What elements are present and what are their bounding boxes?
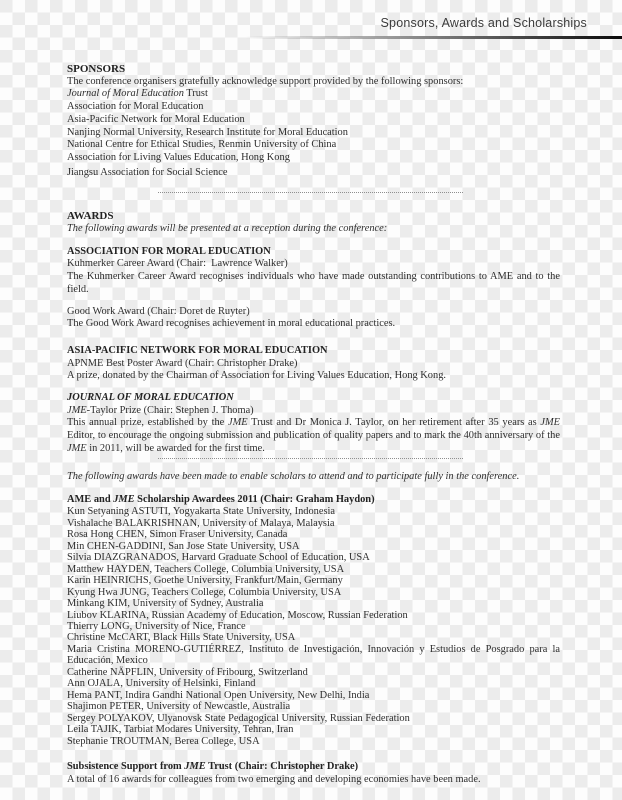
text-segment: Silvia DIAZGRANADOS, Harvard Graduate School of Education, USA — [67, 552, 370, 564]
text-segment: A prize, donated by the Chairman of Association for Living Values Education, Hong Kong. — [67, 370, 446, 382]
text-segment: The Good Work Award recognises achievement in moral educational practices. — [67, 318, 396, 330]
text-segment: Journal of Moral Education — [67, 88, 184, 100]
text-segment: Kun Setyaning ASTUTI, Yogyakarta State University, Indonesia — [67, 506, 336, 518]
text-segment: Association for Living Values Education, Hong Kong — [67, 151, 290, 163]
award-paragraph — [67, 405, 560, 418]
text-segment: Christine McCART, Black Hills State University, USA — [67, 632, 296, 644]
text-segment: Nanjing Normal University, Research Institute for Moral Education — [67, 126, 348, 138]
award-paragraph — [67, 258, 560, 271]
awardee-item — [67, 643, 563, 667]
sponsor-item — [67, 127, 560, 140]
subsistence-heading — [67, 761, 560, 774]
text-segment: Editor, to encourage the ongoing submission and publication of quality papers and to mark the 40th anniversary of the — [67, 417, 563, 442]
text-segment: Sergey POLYAKOV, Ulyanovsk State Pedagogical University, Russian Federation — [67, 712, 410, 724]
text-segment: JME — [113, 493, 135, 505]
text-segment: Trust — [183, 88, 208, 100]
text-segment: National Centre for Ethical Studies, Renmin University of China — [67, 139, 337, 151]
text-segment: Karin HEINRICHS, Goethe University, Frankfurt/Main, Germany — [67, 575, 343, 587]
awardee-item — [67, 736, 560, 747]
sponsor-item — [67, 139, 560, 152]
text-segment: Association for Moral Education — [67, 101, 204, 113]
award-paragraph — [67, 271, 563, 296]
sponsors-intro: The conference organisers gratefully acknowledge support provided by the following sponsors: — [67, 75, 464, 87]
text-segment: Asia-Pacific Network for Moral Education — [67, 113, 245, 125]
text-segment: Stephanie TROUTMAN, Berea College, USA — [67, 735, 260, 747]
subsistence-text: A total of 16 awards for colleagues from two emerging and developing economies have been made. — [67, 773, 481, 785]
text-segment: APNME Best Poster Award (Chair: Christopher Drake) — [67, 357, 298, 369]
text-segment: Subsistence Support from — [67, 761, 185, 772]
sponsors-heading: SPONSORS — [67, 63, 126, 75]
text-segment: JME — [67, 404, 87, 416]
text-segment: JME — [540, 417, 560, 429]
awardee-item — [67, 610, 560, 621]
text-segment: in 2011, will be awarded for the first time. — [86, 442, 265, 454]
text-segment: Vishalache BALAKRISHNAN, University of Malaya, Malaysia — [67, 517, 335, 529]
awards-intro: The following awards will be presented at a reception during the conference: — [67, 223, 388, 235]
award-paragraph — [67, 370, 560, 383]
award-paragraph — [67, 318, 560, 331]
text-segment: ASIA-PACIFIC NETWORK FOR MORAL EDUCATION — [67, 344, 328, 356]
page-header-title: Sponsors, Awards and Scholarships — [380, 16, 587, 30]
section-divider — [158, 192, 463, 193]
awardee-item — [67, 541, 560, 552]
awardee-item — [67, 518, 560, 529]
award-section-heading-apnme — [67, 345, 560, 358]
text-segment: Scholarship Awardees 2011 (Chair: Graham Haydon) — [134, 493, 375, 505]
text-segment: JME — [227, 417, 248, 429]
section-divider-2 — [158, 458, 463, 459]
awards-heading: AWARDS — [67, 210, 114, 223]
text-segment: Thierry LONG, University of Nice, France — [67, 621, 246, 633]
text-segment: Minkang KIM, University of Sydney, Australia — [67, 598, 264, 610]
text-segment: Ann OJALA, University of Helsinki, Finland — [67, 678, 256, 690]
text-segment: Leila TAJIK, Tarbiat Modares University, Tehran, Iran — [67, 724, 294, 736]
sponsor-item — [67, 114, 560, 127]
sponsors-list — [67, 88, 560, 179]
text-segment: Liubov KLARINA, Russian Academy of Education, Moscow, Russian Federation — [67, 609, 408, 621]
awardees-heading — [67, 494, 560, 507]
awardee-item — [67, 564, 560, 575]
text-segment: Kuhmerker Career Award (Chair: Lawrence Walker) — [67, 258, 288, 270]
text-segment: Hema PANT, Indira Gandhi National Open University, New Delhi, India — [67, 689, 370, 701]
award-paragraph — [67, 306, 560, 319]
text-segment: Good Work Award (Chair: Doret de Ruyter) — [67, 305, 250, 317]
text-segment: This annual prize, established by the — [67, 417, 228, 429]
award-paragraph — [67, 417, 563, 455]
text-segment: Matthew HAYDEN, Teachers College, Columbia University, USA — [67, 563, 345, 575]
awardee-item — [67, 701, 560, 712]
award-section-apnme — [67, 358, 560, 383]
awardee-item — [67, 598, 560, 609]
text-segment: JME — [184, 761, 206, 772]
text-segment: JME — [67, 442, 87, 454]
text-segment: Kyung Hwa JUNG, Teachers College, Columbia University, USA — [67, 586, 342, 598]
awardee-item — [67, 632, 560, 643]
award-section-ame — [67, 258, 563, 331]
scholarship-note: The following awards have been made to enable scholars to attend and to participate fully in the conference. — [67, 471, 520, 483]
award-section-heading-jme — [67, 392, 560, 405]
awardee-item — [67, 587, 560, 598]
text-segment: -Taylor Prize (Chair: Stephen J. Thoma) — [86, 404, 254, 416]
awardee-item — [67, 713, 560, 724]
award-paragraph — [67, 358, 560, 371]
text-segment: ASSOCIATION FOR MORAL EDUCATION — [67, 245, 271, 257]
text-segment: Catherine NÄPFLIN, University of Fribourg, Switzerland — [67, 666, 308, 678]
text-segment: Trust and Dr Monica J. Taylor, on her retirement after 35 years as — [247, 417, 541, 429]
text-segment: Min CHEN-GADDINI, San Jose State University, USA — [67, 540, 300, 552]
text-segment: AME and — [67, 493, 114, 505]
text-segment: Maria Cristina MORENO-GUTIÉRREZ, Instituto de Investigación, Innovación y Estudios de Posgrado para la Educación, Mexico — [67, 643, 563, 667]
sponsor-item — [67, 88, 560, 101]
awardees-list — [67, 506, 563, 747]
text-segment: Trust (Chair: Christopher Drake) — [205, 761, 359, 772]
awardee-item — [67, 552, 560, 563]
text-segment: Jiangsu Association for Social Science — [67, 166, 228, 178]
awardee-item — [67, 575, 560, 586]
sponsor-item — [67, 167, 560, 180]
awardee-item — [67, 678, 560, 689]
header-gradient-rule — [245, 36, 622, 39]
text-segment: Shajimon PETER, University of Newcastle, Australia — [67, 701, 291, 713]
awardee-item — [67, 667, 560, 678]
sponsor-item — [67, 101, 560, 114]
awardee-item — [67, 506, 560, 517]
text-segment: Rosa Hong CHEN, Simon Fraser University, Canada — [67, 529, 288, 541]
text-segment: The Kuhmerker Career Award recognises individuals who have made outstanding contributions to AME and to the field. — [67, 271, 563, 295]
page-content — [67, 63, 563, 786]
award-section-jme — [67, 404, 563, 456]
sponsor-item — [67, 152, 560, 165]
awardee-item — [67, 529, 560, 540]
awardee-item — [67, 690, 560, 701]
awardee-item — [67, 621, 560, 632]
awardee-item — [67, 724, 560, 735]
text-segment: JOURNAL OF MORAL EDUCATION — [67, 392, 234, 404]
award-section-heading-ame — [67, 246, 560, 259]
